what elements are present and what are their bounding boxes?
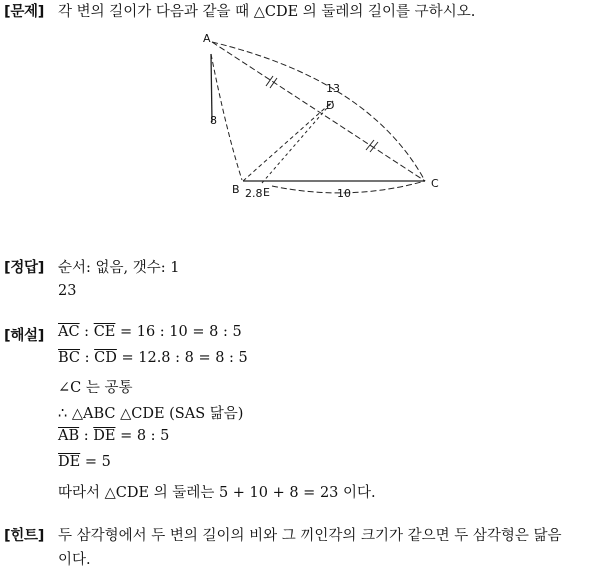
length-8-label: 8 <box>210 114 217 127</box>
explanation-line4: ∴ △ABC △CDE (SAS 닮음) <box>58 406 244 422</box>
ratio-text: = 8 : 5 <box>115 428 170 444</box>
problem-tag: [문제] <box>4 4 45 20</box>
length-10-label: 10 <box>337 187 351 200</box>
length-13-label: 13 <box>326 82 340 95</box>
ratio-text: = 16 : 10 = 8 : 5 <box>115 324 242 340</box>
colon: : <box>79 324 94 340</box>
point-E-label: E <box>263 186 270 199</box>
triangle-figure <box>0 20 592 235</box>
colon: : <box>80 350 95 366</box>
overline-AC: $\overline{AC}$ <box>58 324 80 340</box>
value-text: = 5 <box>80 454 111 470</box>
answer-line2: 23 <box>58 283 77 299</box>
segment-AC <box>212 42 425 181</box>
overline-AB: $\overline{AB}$ <box>58 428 80 444</box>
segment-AB <box>211 54 212 122</box>
answer-line1: 순서: 없음, 갯수: 1 <box>58 260 180 276</box>
overline-BC: $\overline{BC}$ <box>58 350 81 366</box>
explanation-line1 <box>58 324 242 340</box>
hint-line2: 이다. <box>58 552 91 568</box>
overline-DE: $\overline{DE}$ <box>58 454 81 470</box>
overline-DE: $\overline{DE}$ <box>93 428 116 444</box>
problem-text: 각 변의 길이가 다음과 같을 때 △CDE 의 둘레의 길이를 구하시오. <box>58 4 476 20</box>
segment-BD <box>243 101 333 181</box>
explanation-tag: [해설] <box>4 328 45 344</box>
length-2.8-label: 2.8 <box>245 187 263 200</box>
ratio-text: = 12.8 : 8 = 8 : 5 <box>116 350 248 366</box>
hint-tag: [힌트] <box>4 528 45 544</box>
point-D-label: D <box>326 99 335 112</box>
hint-line1: 두 삼각형에서 두 변의 길이의 비와 그 끼인각의 크기가 같으면 두 삼각형은 닮음 <box>58 528 562 544</box>
explanation-line7: 따라서 △CDE 의 둘레는 5 + 10 + 8 = 23 이다. <box>58 485 376 501</box>
answer-tag: [정답] <box>4 260 45 276</box>
overline-CD: $\overline{CD}$ <box>94 350 117 366</box>
point-C-label: C <box>431 177 439 190</box>
point-A-label: A <box>203 32 211 45</box>
explanation-line2 <box>58 350 248 366</box>
colon: : <box>79 428 94 444</box>
overline-CE: $\overline{CE}$ <box>93 324 116 340</box>
segment-ED <box>262 101 333 183</box>
point-B-label: B <box>232 183 240 196</box>
explanation-line6 <box>58 454 111 470</box>
explanation-line3: ∠C 는 공통 <box>58 380 133 396</box>
explanation-line5 <box>58 428 169 444</box>
